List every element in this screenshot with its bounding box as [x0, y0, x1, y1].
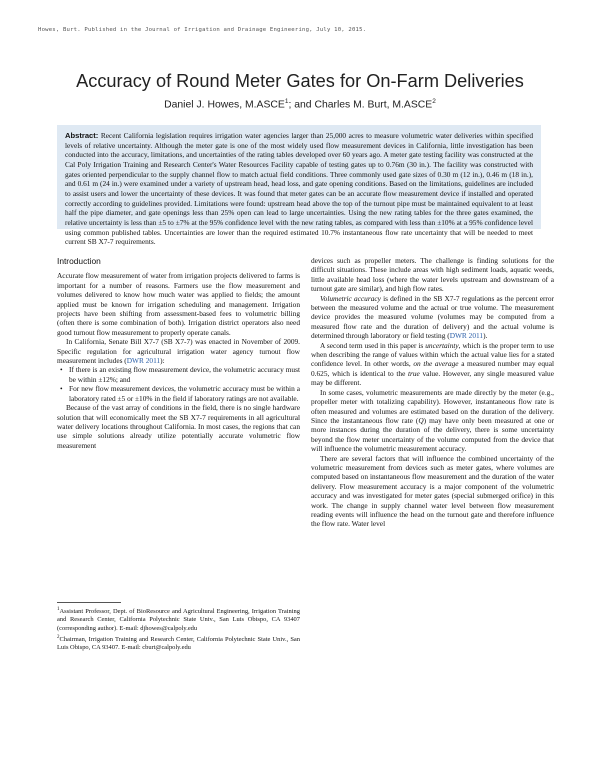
term-uncertainty: uncertainty [425, 340, 459, 350]
author-line [0, 98, 600, 110]
right-p4-text-b: ) may have only been measured at one or more instances during the duration of the delivery, there is some uncertainty beyond the flow meter uncertainty of the volume computed from the device that will influence the volumetric measurement accuracy. [311, 415, 554, 454]
intro-p2-text-b: ): [160, 356, 165, 366]
right-paragraph-5: There are several factors that will influence the combined uncertainty of the volumetric measurement from devices such as meter gates, where volumes are computed based on instantaneous flow measurement and the duration of the water delivery. Flow measurement accuracy is a major component of the volumetric accuracy and was investigated for meter gates (special submerged orifice) in this work. The change in supply channel water level between flow measurement reading events will influence the head on the turnout gate and therefore influence the flow rate. Water level [311, 453, 554, 529]
author-1: Daniel J. Howes, M.ASCE [164, 99, 285, 111]
right-paragraph-3 [311, 341, 554, 388]
author-1-affiliation-mark: 1 [284, 98, 289, 105]
footnote-divider [57, 602, 121, 603]
right-p3-text-c: a measured number may equal 0.625, which is identical to the [311, 359, 555, 378]
right-paragraph-4 [311, 388, 554, 454]
right-column [311, 256, 554, 529]
term-true: true [407, 368, 420, 378]
requirements-list [57, 365, 300, 403]
intro-paragraph-2 [57, 337, 300, 365]
right-paragraph-1: devices such as propeller meters. The challenge is finding solutions for the difficult situations. These include areas with high sediment loads, aquatic weeds, little available head loss (where the water levels upstream and downstream of a turnout gate are similar), and high flow rates. [311, 256, 554, 294]
footnote-1 [57, 606, 300, 633]
introduction-heading: Introduction [57, 256, 101, 266]
citation-link-dwr-2011-b[interactable]: DWR 2011 [449, 331, 484, 341]
requirement-bullet-2: • For new flow measurement devices, the volumetric accuracy must be within a laboratory rated ±5 or ±10% in the field if laboratory ratings are not available. [69, 384, 300, 403]
footnote-2-text: Chairman, Irrigation Training and Research Center, California Polytechnic State Univ., San Luis Obispo, CA 93407. E-mail: cburt@calpoly.edu [57, 636, 300, 652]
citation-link-dwr-2011[interactable]: DWR 2011 [126, 356, 161, 366]
footnotes [57, 606, 300, 654]
author-2-affiliation-mark: 2 [432, 98, 436, 105]
term-on-the-average: on the average [413, 359, 459, 369]
left-column [57, 253, 300, 450]
intro-paragraph-3: Because of the vast array of conditions in the field, there is no single hardware solution that will economically meet the SB X7-7 requirements in all agricultural water delivery locations throughout California. In most cases, the regions that can use simple solutions already utilize potentially accurate volumetric flow measurement [57, 403, 300, 450]
author-separator: ; and [288, 99, 315, 111]
footnote-2 [57, 634, 300, 653]
right-p4-text-a: In some cases, volumetric measurements are made directly by the meter (e.g., propeller meter with totalizing capability). However, instantaneous flow rate is often measured and volumes are estimated based on the duration of the delivery. Since the instantaneous flow rate ( [311, 387, 554, 425]
right-p3-text-d: value. However, any single measured value may be different. [311, 368, 554, 388]
footnote-1-text: Assistant Professor, Dept. of BioResource and Agricultural Engineering, Irrigation Training and Research Center, California Polytechnic State Univ., San Luis Obispo, CA 93407 (corresponding author). E-mail: djhowes@calpoly.edu [57, 608, 300, 632]
footnote-2-mark: 2 [57, 635, 60, 641]
term-volumetric-accuracy: Volumetric accuracy [320, 293, 381, 303]
abstract-text: Recent California legislation requires irrigation water agencies larger than 25,000 acres to measure volumetric water deliveries within specified levels of relative uncertainty. Although the meter gate is one of the most widely used flow measurement devices in California, little investigation has been conducted into the accuracy, limitations, and uncertainties of the rating tables developed over 60 years ago. A meter gate testing facility was constructed at the Cal Poly Irrigation Training and Research Center's Water Resources Facility capable of testing gates up to 0.76m (30 in.). The facility was constructed with gates oriented perpendicular to the supply channel flow to match actual field conditions. Three commonly used gate sizes of 0.30 m (12 in.), 0.46 m (18 in.), and 0.61 m (24 in.) were examined under a variety of upstream head, head loss, and gate opening conditions. Based on the limitations, guidelines are included to assist users and lower the uncertainty of these devices. It was found that meter gates can be an accurate flow measurement device if installed and operated correctly according to guidelines provided. Limitations were found: upstream head above the top of the turnout pipe must be maintained equivalent to at least half the pipe diameter, and gate openings less than 25% open can lead to large uncertainties. Using the new rating tables for the three gates examined, the relative uncertainty is less than ±5 to ±7% at the 95% confidence level with the new rating tables, as compared with less than ±10% at a 95% confidence level using common published tables. Uncertainties are lower than the required estimated 10.7% instantaneous flow rate uncertainty that will be needed to meet current SB X7-7 requirements. [65, 131, 533, 247]
right-paragraph-2 [311, 294, 554, 341]
right-p2-text-a: is defined in the SB X7-7 regulations as the percent error between the measured volume and the actual or true volume. The measurement device provides the measured volume (volumes may be computed from a measured flow rate and the duration of delivery) and the actual volume is determined through laboratory or field testing ( [311, 293, 554, 341]
abstract-box [57, 125, 541, 247]
footnote-1-mark: 1 [57, 607, 60, 612]
intro-p2-text-a: In California, Senate Bill X7-7 (SB X7-7) was enacted in November of 2009. Specific regulation for agricultural irrigation water agency turnout flow measurement includes ( [57, 337, 300, 366]
right-p2-text-b: ). [483, 331, 488, 341]
author-2: Charles M. Burt, M.ASCE [314, 99, 433, 111]
symbol-q: Q [418, 415, 424, 425]
right-p3-text-b: , which is the proper term to use when describing the range of values within which the actual value lies for a stated confidence level. In other words, [311, 340, 554, 369]
requirement-bullet-1: • If there is an existing flow measurement device, the volumetric accuracy must be within ±12%; and [69, 365, 300, 384]
paper-title: Accuracy of Round Meter Gates for On-Farm Deliveries [76, 71, 524, 91]
right-p3-text-a: A second term used in this paper is [320, 340, 426, 350]
intro-paragraph-1: Accurate flow measurement of water from irrigation projects delivered to farms is important for a number of reasons. Farmers use the flow measurement and volumes delivered to know how much water was applied to fields; the amount applied must be known for irrigation scheduling and management. Irrigation projects have been shifting from assessment-based fees to volumetric billing (often there is some combination of both). Irrigation district operators also need good turnout flow measurement to properly operate canals. [57, 271, 300, 337]
publication-header-note: Howes, Burt. Published in the Journal of Irrigation and Drainage Engineering, July 10, 2015. [38, 27, 367, 33]
abstract-label: Abstract: [65, 131, 99, 140]
